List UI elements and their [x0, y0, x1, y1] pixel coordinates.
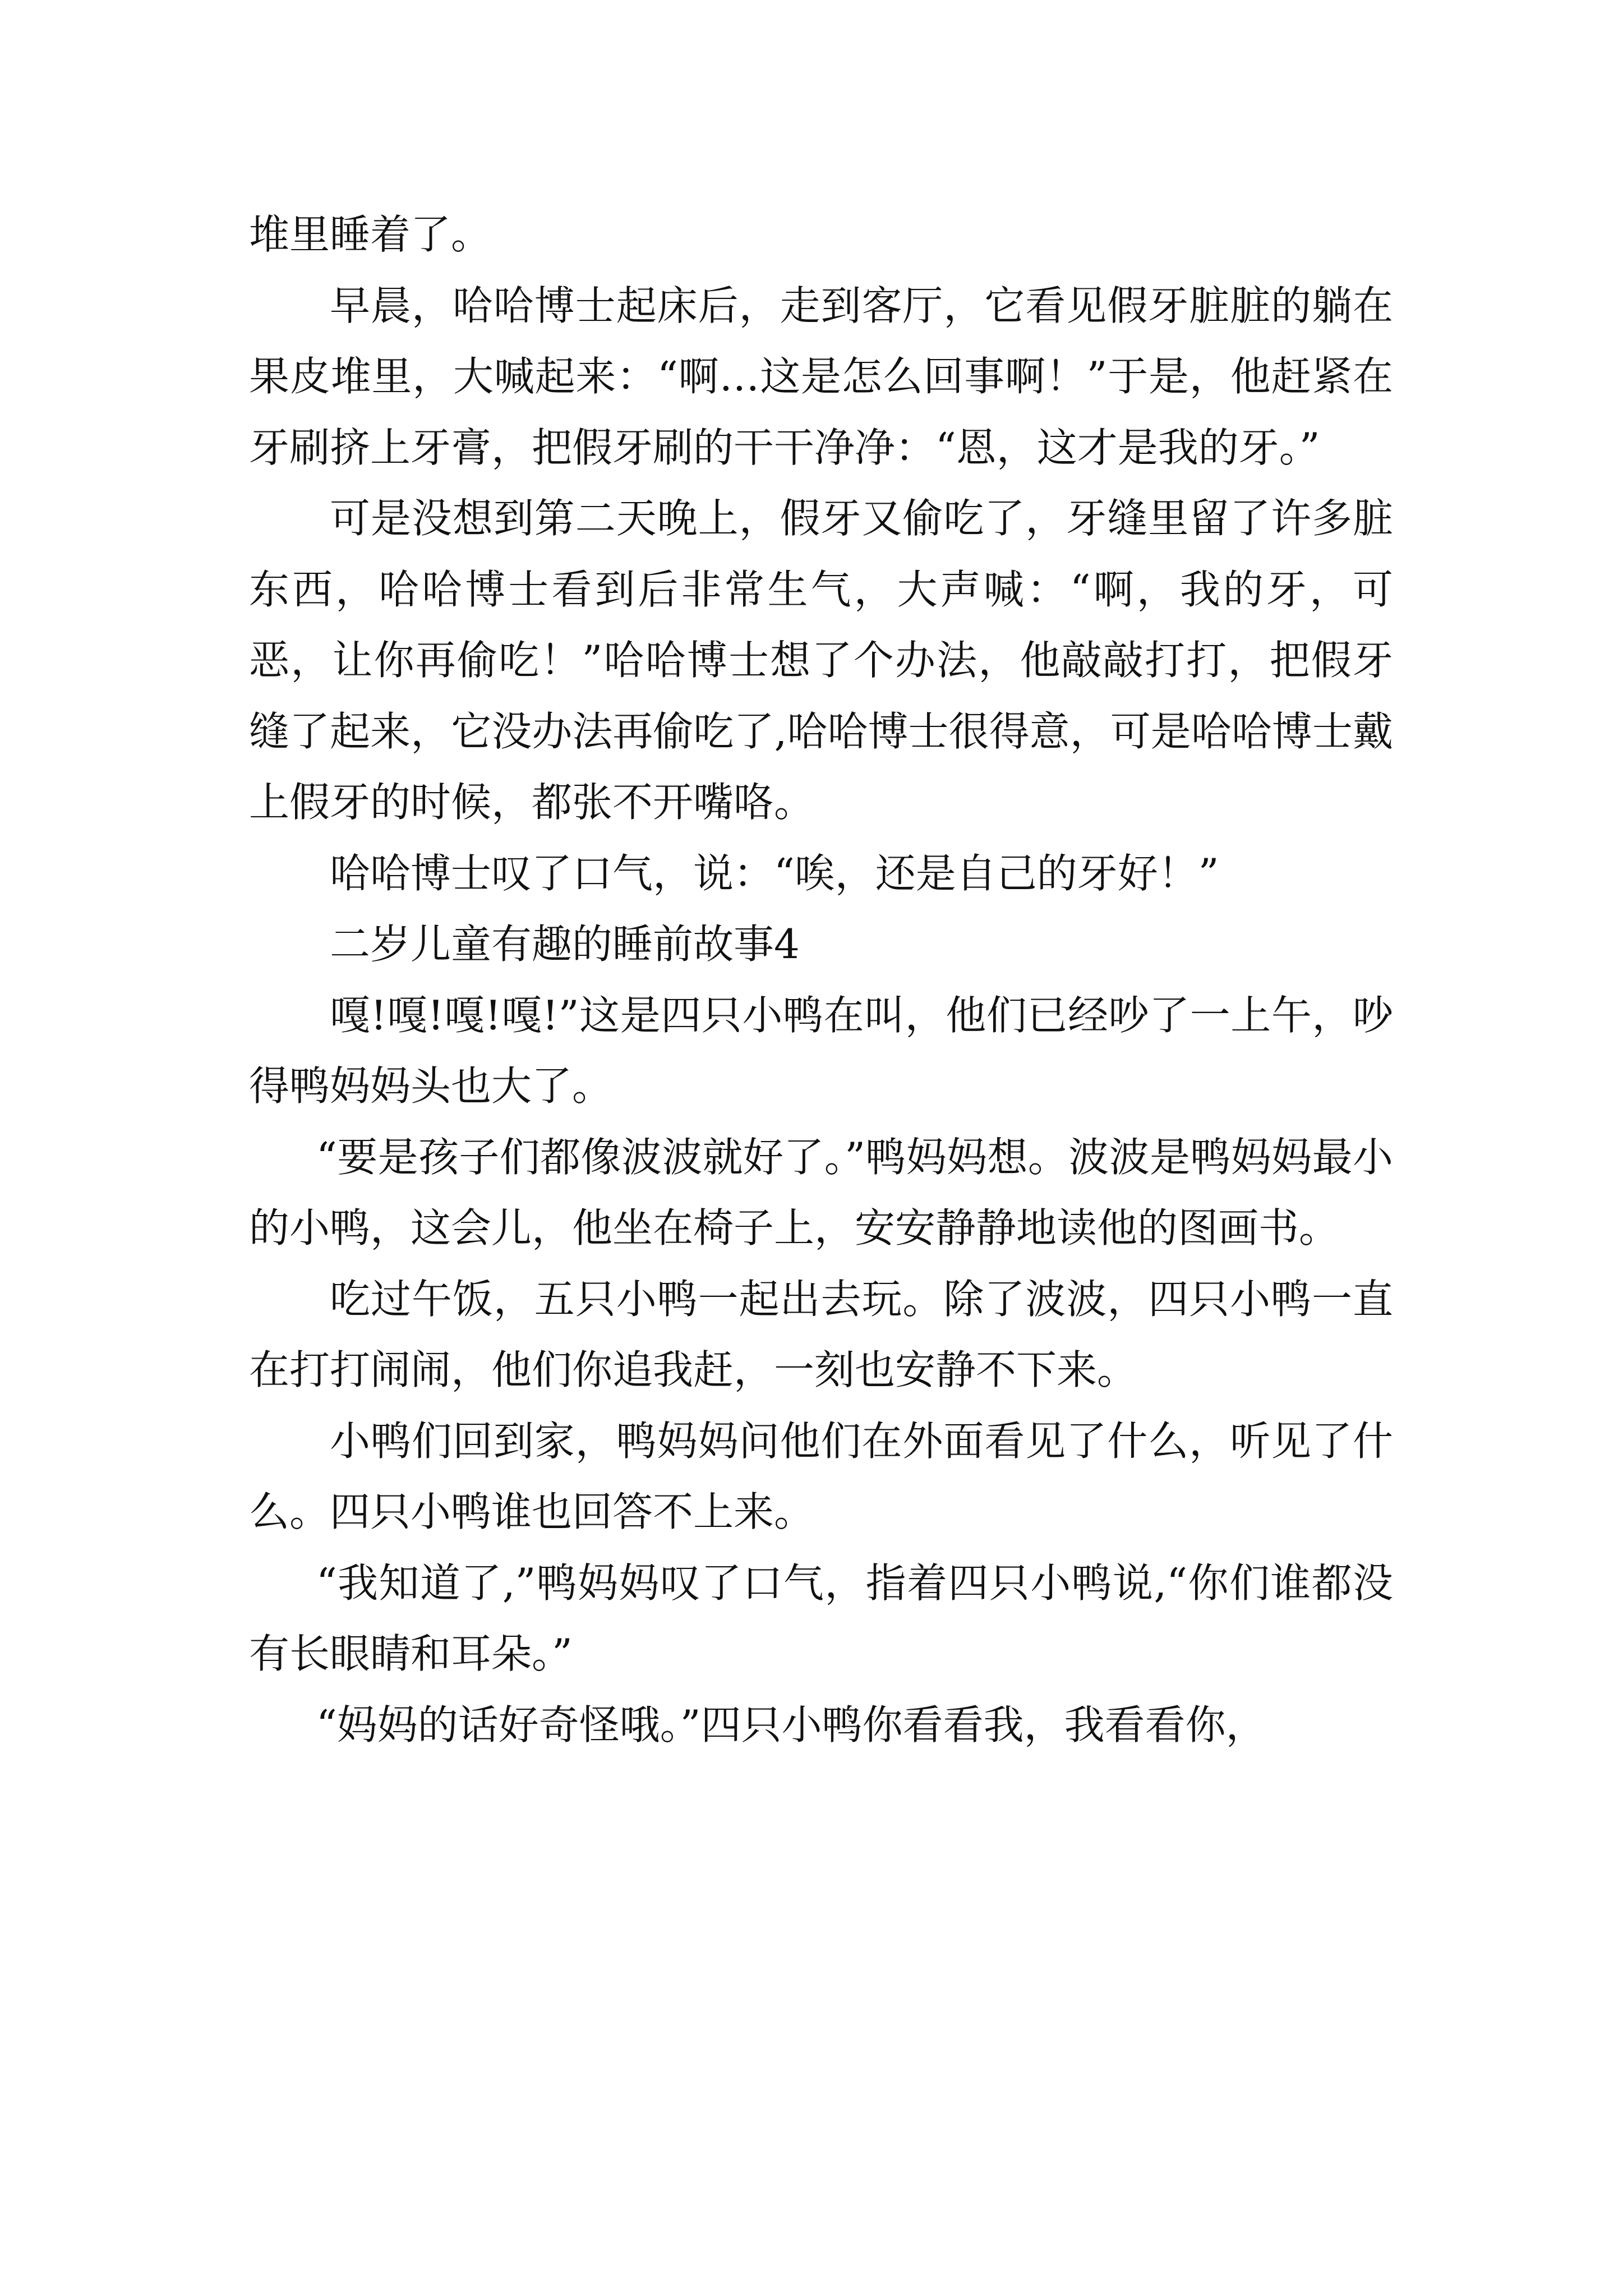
paragraph: 哈哈博士叹了口气，说：“唉，还是自己的牙好！”	[330, 849, 1219, 897]
paragraph: “要是孩子们都像波波就好了。”鸭妈妈想。波波是鸭妈妈最小的小鸭，这会儿，他坐在椅子上，安安静静地读他的图画书。	[249, 1133, 1393, 1251]
paragraph: “我知道了,”鸭妈妈叹了口气，指着四只小鸭说,“你们谁都没有长眼睛和耳朵。”	[249, 1559, 1393, 1677]
story-text	[249, 199, 1393, 1760]
paragraph: 嘎!嘎!嘎!嘎!”这是四只小鸭在叫，他们已经吵了一上午，吵得鸭妈妈头也大了。	[249, 991, 1393, 1110]
paragraph: 小鸭们回到家，鸭妈妈问他们在外面看见了什么，听见了什么。四只小鸭谁也回答不上来。	[249, 1417, 1393, 1535]
paragraph: 可是没想到第二天晚上，假牙又偷吃了，牙缝里留了许多脏东西，哈哈博士看到后非常生气，大声喊：“啊，我的牙，可恶，让你再偷吃！”哈哈博士想了个办法，他敲敲打打，把假牙缝了起来，它没办法再偷吃了,哈哈博士很得意，可是哈哈博士戴上假牙的时候，都张不开嘴咯。	[249, 495, 1393, 826]
section-heading: 二岁儿童有趣的睡前故事4	[330, 921, 800, 968]
paragraph: “妈妈的话好奇怪哦。”四只小鸭你看看我，我看看你，	[316, 1701, 1266, 1749]
paragraph: 堆里睡着了。	[249, 211, 492, 258]
paragraph: 早晨，哈哈博士起床后，走到客厅，它看见假牙脏脏的躺在果皮堆里，大喊起来：“啊…这是怎么回事啊！”于是，他赶紧在牙刷挤上牙膏，把假牙刷的干干净净：“恩，这才是我的牙。”	[249, 282, 1393, 471]
paragraph: 吃过午饭，五只小鸭一起出去玩。除了波波，四只小鸭一直在打打闹闹，他们你追我赶，一刻也安静不下来。	[249, 1275, 1393, 1393]
